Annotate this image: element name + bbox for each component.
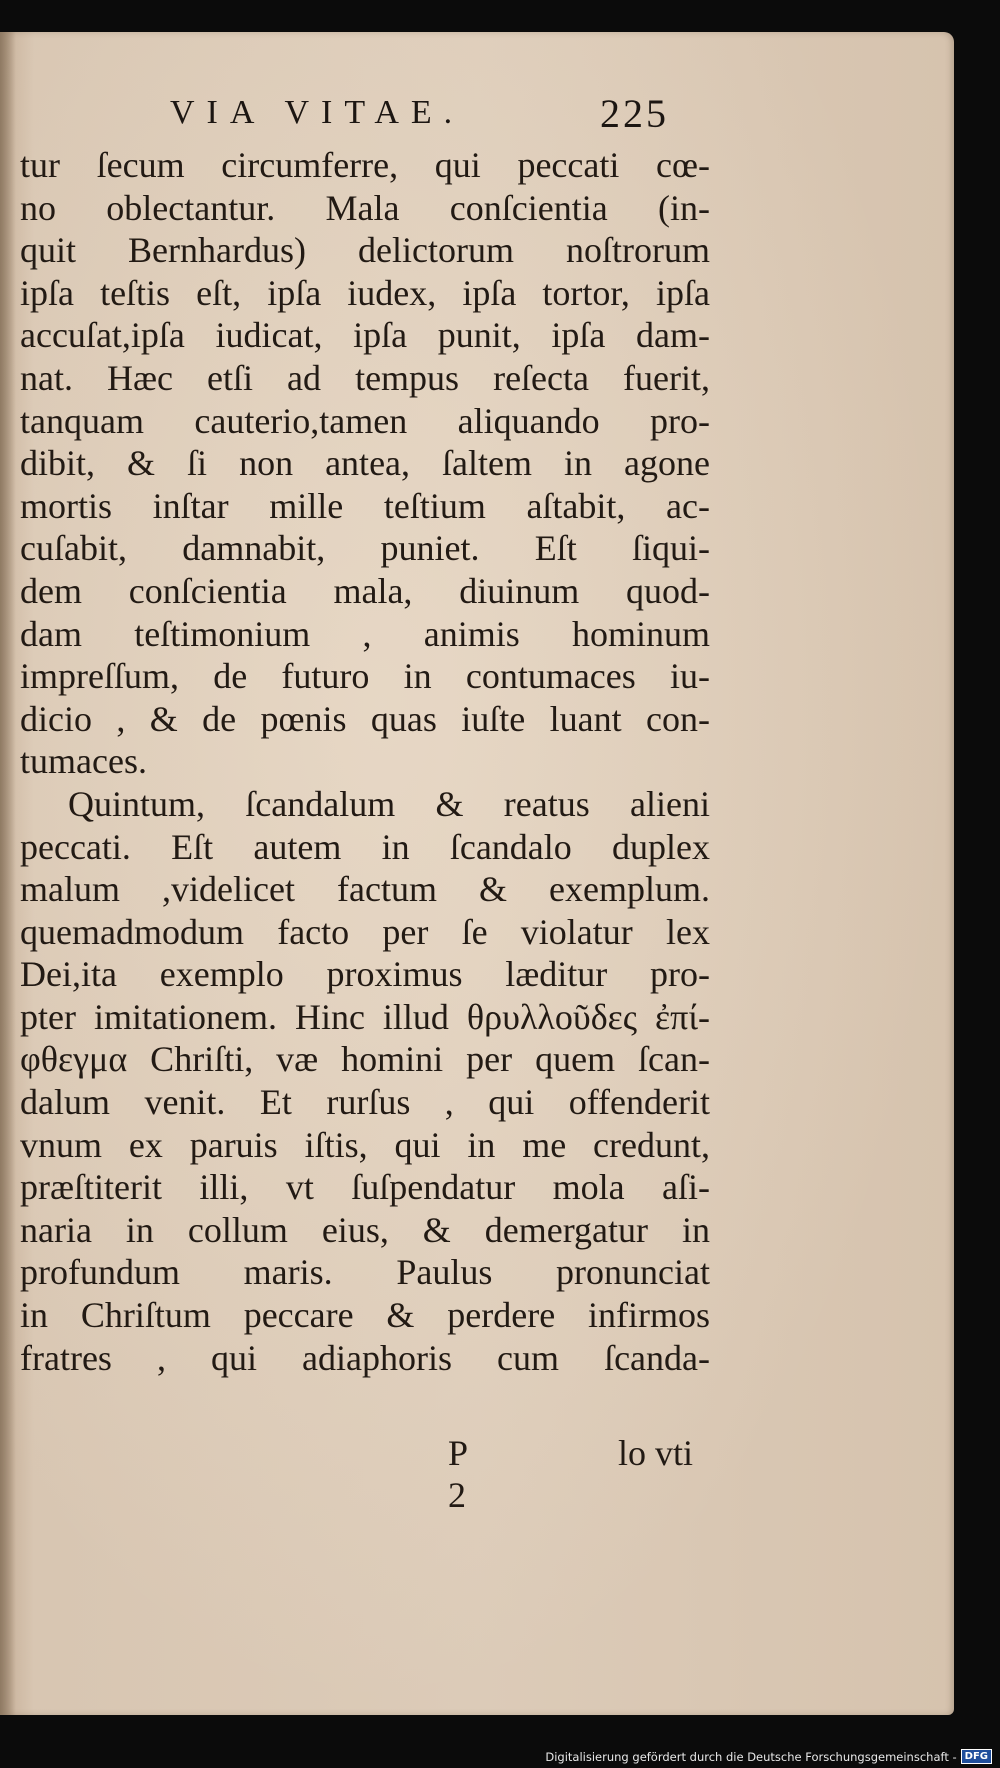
digitization-credit [545,1749,992,1764]
text-line: ipſa teſtis eſt, ipſa iudex, ipſa tortor, ipſa [20,272,710,313]
text-line: vnum ex paruis iſtis, qui in me credunt, [20,1124,710,1165]
text-line: no oblectantur. Mala conſcientia (in- [20,187,710,228]
text-line: tur ſecum circumferre, qui peccati cœ- [20,145,710,185]
text-line: dalum venit. Et rurſus , qui offenderit [20,1082,710,1123]
text-line: dem conſcientia mala, diuinum quod- [20,570,710,611]
text-block [20,144,710,1379]
text-line: dibit, & ſi non antea, ſaltem in agone [20,443,710,484]
page-number: 225 [600,91,669,136]
text-line: Dei,ita exemplo proximus læditur pro- [20,954,710,995]
book-page [0,32,954,1715]
signature-mark: P 2 [448,1433,481,1515]
text-line: nat. Hæc etſi ad tempus reſecta fuerit, [20,357,710,398]
text-line: accuſat,ipſa iudicat, ipſa punit, ipſa dam- [20,315,710,356]
text-line: dam teſtimonium , animis hominum [20,613,710,654]
page-gutter-edge [0,32,16,1715]
text-line: impreſſum, de futuro in contumaces iu- [20,656,710,697]
text-line: profundum maris. Paulus pronunciat [20,1252,710,1293]
text-line: quemadmodum facto per ſe violatur lex [20,911,710,952]
text-line: cuſabit, damnabit, puniet. Eſt ſiqui- [20,528,710,569]
text-line: tanquam cauterio,tamen aliquando pro- [20,400,710,441]
text-line: naria in collum eius, & demergatur in [20,1209,710,1250]
catchword: lo vti [618,1433,694,1473]
text-line: mortis inſtar mille teſtium aſtabit, ac- [20,485,710,526]
text-line: malum ,videlicet factum & exemplum. [20,869,710,910]
text-line: præſtiterit illi, vt ſuſpendatur mola aſi- [20,1167,710,1208]
running-head: VIA VITAE. [170,94,465,131]
dfg-logo: DFG [961,1749,992,1764]
text-line: pter imitationem. Hinc illud θρυλλοῦδες ἐπί- [20,996,710,1037]
text-line: peccati. Eſt autem in ſcandalo duplex [20,826,710,867]
paragraph-start-line: Quintum, ſcandalum & reatus alieni [68,783,710,824]
text-line: φθεγμα Chriſti, væ homini per quem ſcan- [20,1039,710,1080]
text-line: in Chriſtum peccare & perdere infirmos [20,1295,710,1336]
text-line: dicio , & de pœnis quas iuſte luant con- [20,698,710,739]
text-line: tumaces. [20,741,147,782]
text-line: fratres , qui adiaphoris cum ſcanda- [20,1337,710,1378]
credit-text: Digitalisierung gefördert durch die Deutsche Forschungsgemeinschaft - [545,1749,957,1764]
text-line: quit Bernhardus) delictorum noſtrorum [20,230,710,271]
